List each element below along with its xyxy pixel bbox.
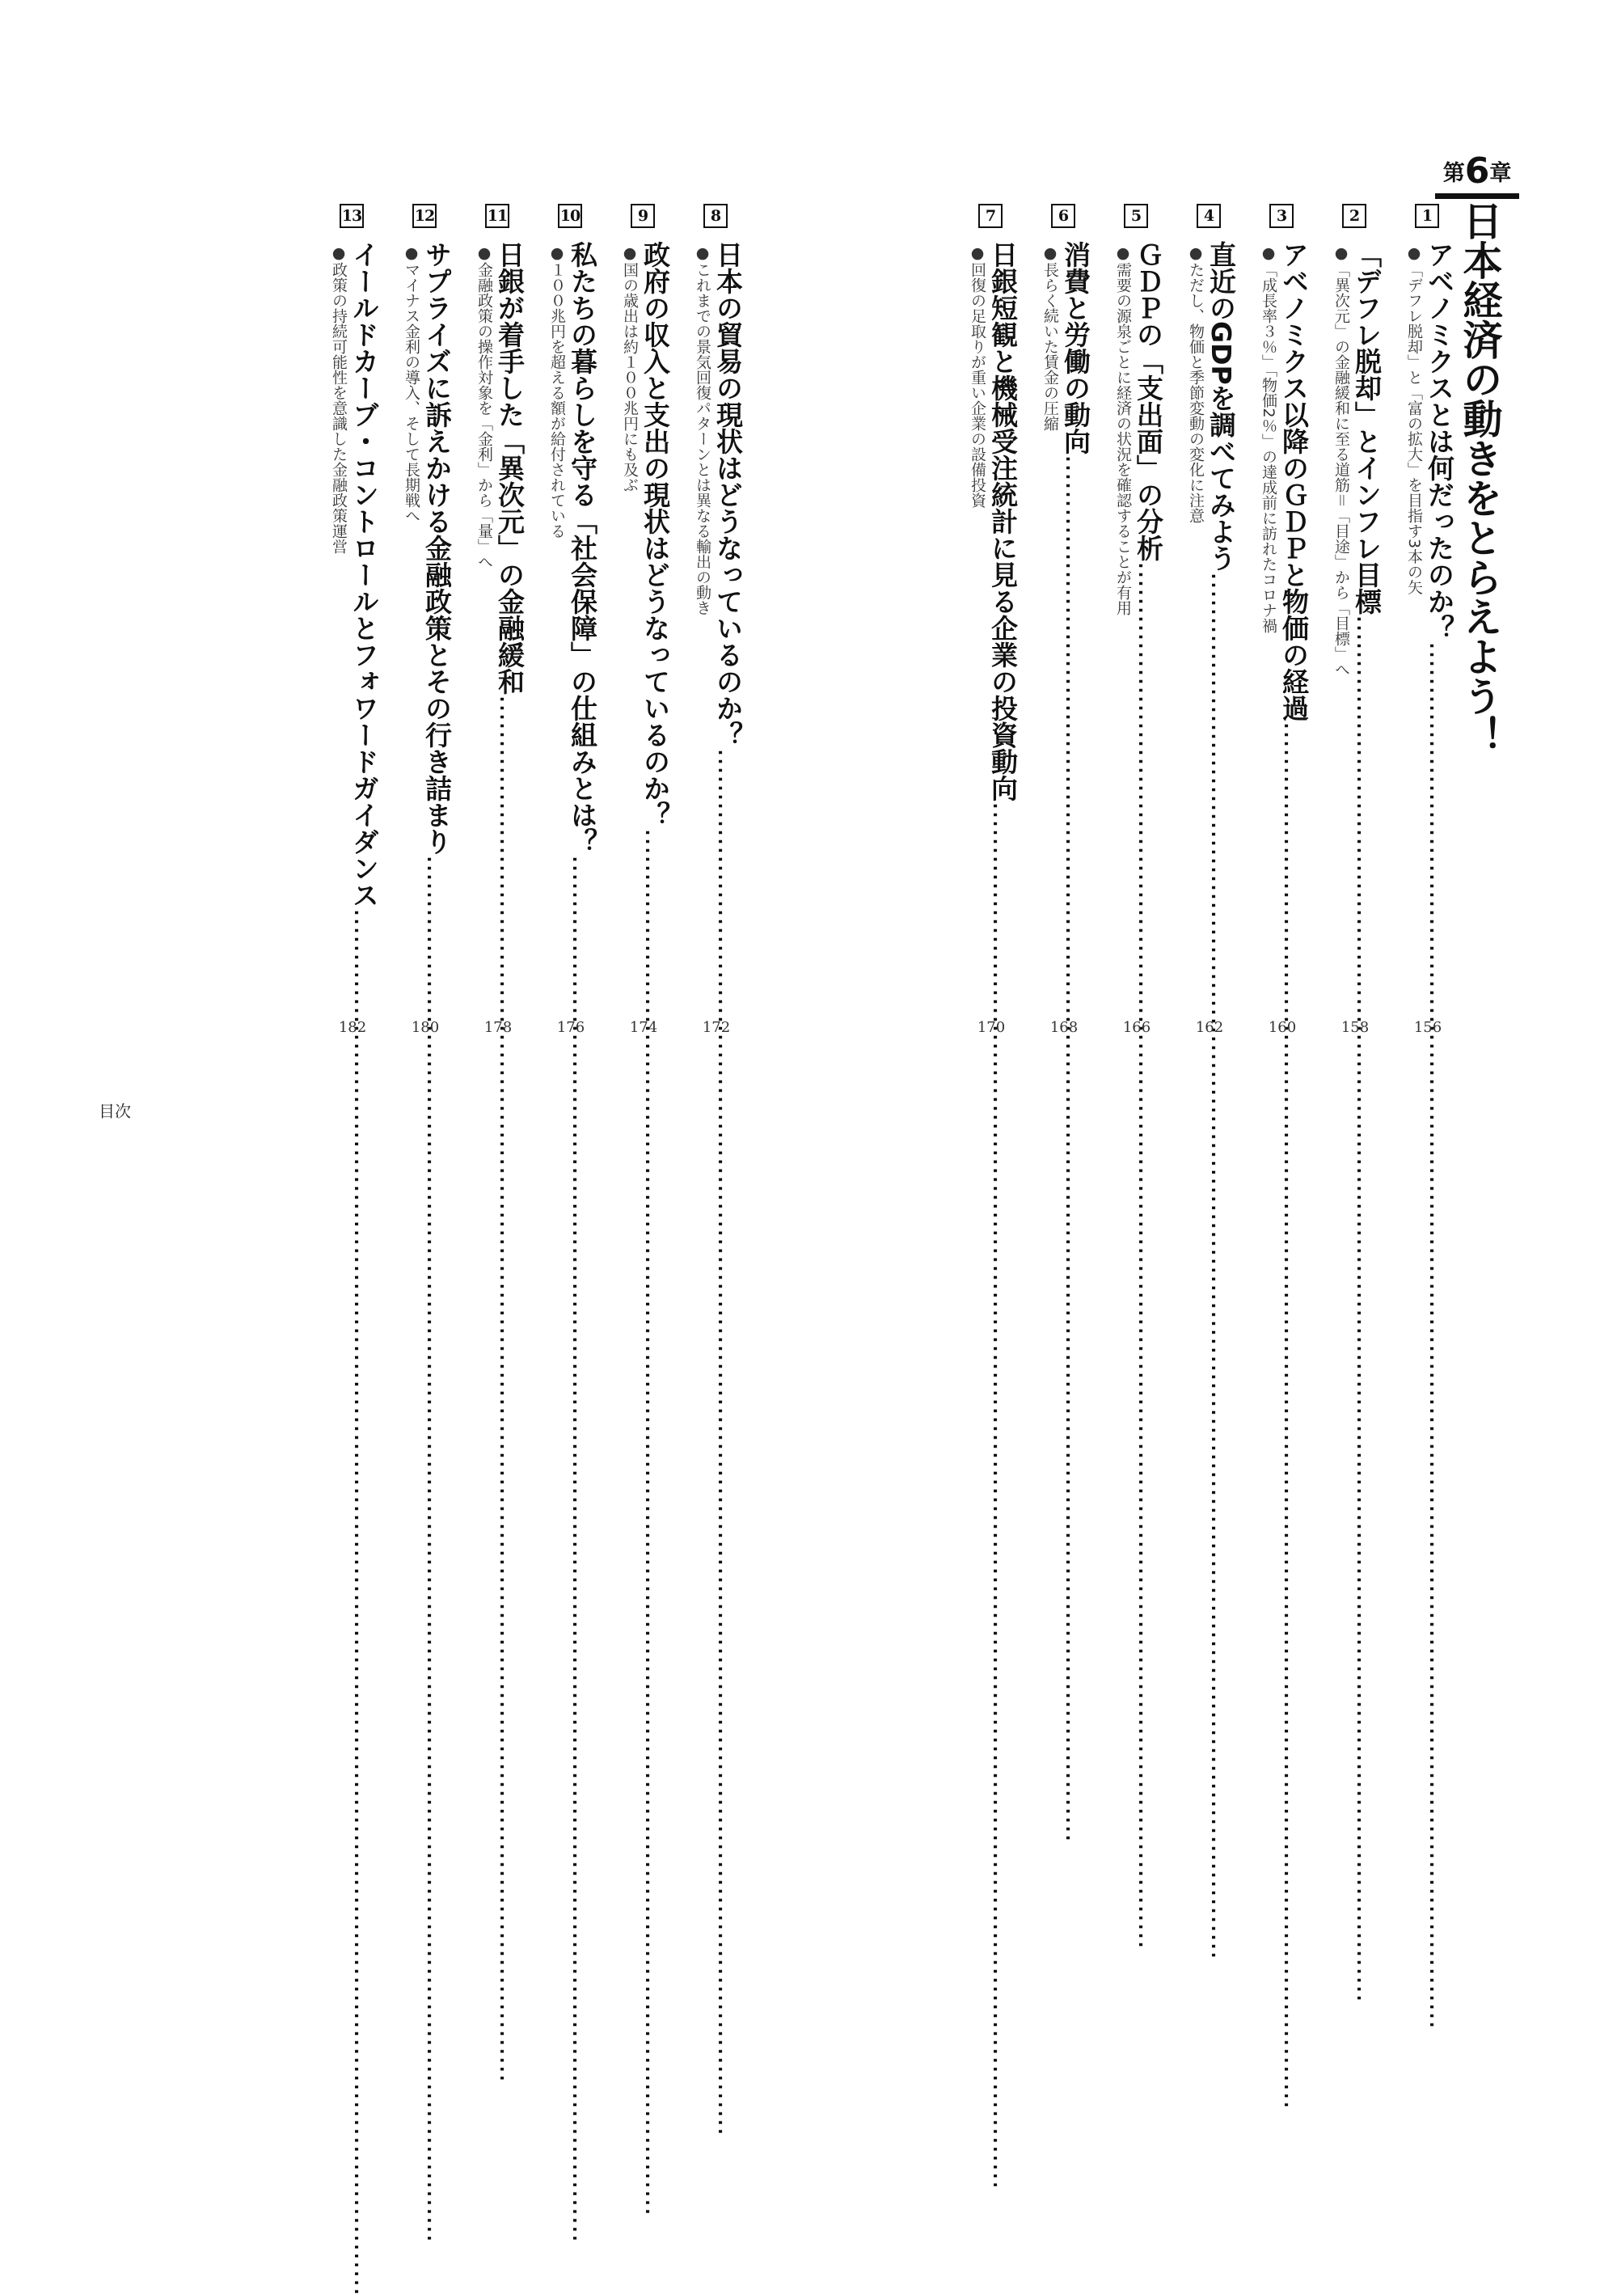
- chapter-number: 6: [1464, 150, 1490, 192]
- entry-number: 12: [412, 204, 437, 228]
- toc-entry-5[interactable]: [1114, 204, 1182, 1037]
- entry-title[interactable]: イールドカーブ・コントロールとフォワードガイダンス …………………………………………………………………………………………………………………………………………: [350, 241, 378, 1024]
- entry-number: 8: [703, 204, 728, 228]
- chapter-suffix: 章: [1489, 161, 1512, 186]
- entry-subtitle: ●「異次元」の金融緩和に至る道筋＝「目途」から「目標」へ: [1332, 244, 1350, 678]
- entry-title[interactable]: 日本の貿易の現状はどうなっているのか？ …………………………………………………………………………………………………………………………………………: [714, 241, 741, 1024]
- entry-subtitle: ●政策の持続可能性を意識した金融政策運営: [330, 244, 348, 554]
- entry-page-number: 166: [1122, 1019, 1151, 1036]
- toc-entry-2[interactable]: [1332, 204, 1400, 1037]
- toc-entry-7[interactable]: [969, 204, 1036, 1037]
- entry-number: 10: [558, 204, 582, 228]
- entry-page-number: 158: [1340, 1019, 1370, 1036]
- toc-entry-3[interactable]: [1260, 204, 1328, 1037]
- entry-title[interactable]: 日銀短観と機械受注統計に見る企業の投資動向 …………………………………………………………………………………………………………………………………………: [989, 241, 1016, 1024]
- entry-page-number: 156: [1413, 1019, 1442, 1036]
- chapter-prefix: 第: [1442, 161, 1465, 186]
- entry-title[interactable]: 政府の収入と支出の現状はどうなっているのか？ …………………………………………………………………………………………………………………………………………: [641, 241, 669, 1024]
- entry-title[interactable]: アベノミクス以降のＧＤＰと物価の経過 …………………………………………………………………………………………………………………………………………: [1280, 241, 1307, 1024]
- entry-number: 9: [631, 204, 655, 228]
- chapter-heading: [1435, 150, 1519, 199]
- entry-number: 3: [1269, 204, 1294, 228]
- toc-entry-8[interactable]: [694, 204, 762, 1037]
- entry-subtitle: ●ただし、物価と季節変動の変化に注意: [1187, 244, 1205, 523]
- entry-page-number: 176: [556, 1019, 585, 1036]
- entry-number: 13: [340, 204, 364, 228]
- entry-subtitle: ●回復の足取りが重い企業の設備投資: [969, 244, 986, 508]
- entry-title[interactable]: 直近のGDPを調べてみよう …………………………………………………………………………………………………………………………………………: [1207, 241, 1235, 1024]
- entry-page-number: 174: [629, 1019, 658, 1036]
- entry-subtitle: ●これまでの景気回復パターンとは異なる輸出の動き: [694, 244, 711, 615]
- toc-entry-11[interactable]: [475, 204, 543, 1037]
- entry-number: 7: [978, 204, 1003, 228]
- entry-title[interactable]: 「デフレ脱却」とインフレ目標 …………………………………………………………………………………………………………………………………………: [1353, 241, 1380, 1024]
- entry-number: 1: [1415, 204, 1439, 228]
- toc-entry-9[interactable]: [621, 204, 689, 1037]
- toc-entry-12[interactable]: [403, 204, 471, 1037]
- entry-number: 11: [485, 204, 509, 228]
- entry-page-number: 162: [1195, 1019, 1224, 1036]
- entry-number: 2: [1342, 204, 1366, 228]
- entry-number: 4: [1197, 204, 1221, 228]
- entry-title[interactable]: ＧＤＰの「支出面」の分析 …………………………………………………………………………………………………………………………………………: [1134, 241, 1162, 1024]
- entry-number: 6: [1051, 204, 1075, 228]
- entry-subtitle: ●マイナス金利の導入、そして長期戦へ: [403, 244, 420, 523]
- entry-subtitle: ●１００兆円を超える額が給付されている: [548, 244, 566, 539]
- entry-page-number: 180: [411, 1019, 440, 1036]
- entry-page-number: 160: [1268, 1019, 1297, 1036]
- toc-entry-4[interactable]: [1187, 204, 1255, 1037]
- entry-title[interactable]: 消費と労働の動向 …………………………………………………………………………………………………………………………………………: [1062, 241, 1089, 1024]
- entry-subtitle: ●「成長率３％」「物価2％」の達成前に訪れたコロナ禍: [1260, 244, 1277, 633]
- entry-subtitle: ●長らく続いた賃金の圧縮: [1041, 244, 1059, 431]
- entry-page-number: 172: [702, 1019, 731, 1036]
- entry-number: 5: [1124, 204, 1148, 228]
- entry-title[interactable]: 私たちの暮らしを守る「社会保障」の仕組みとは？ …………………………………………………………………………………………………………………………………………: [568, 241, 596, 1024]
- entry-page-number: 170: [977, 1019, 1006, 1036]
- entry-title[interactable]: サプライズに訴えかける金融政策とその行き詰まり …………………………………………………………………………………………………………………………………………: [423, 241, 450, 1024]
- toc-entry-13[interactable]: [330, 204, 398, 1037]
- toc-entry-6[interactable]: [1041, 204, 1109, 1037]
- entry-title[interactable]: アベノミクスとは何だったのか？ …………………………………………………………………………………………………………………………………………: [1425, 241, 1453, 1024]
- footer-label: 目次: [99, 1101, 131, 1121]
- entry-subtitle: ●需要の源泉ごとに経済の状況を確認することが有用: [1114, 244, 1132, 615]
- entry-page-number: 182: [338, 1019, 367, 1036]
- entry-page-number: 168: [1049, 1019, 1079, 1036]
- chapter-title: 日本経済の動きをとらえよう！: [1457, 201, 1503, 755]
- entry-page-number: 178: [483, 1019, 513, 1036]
- toc-entry-1[interactable]: [1405, 204, 1473, 1037]
- entry-subtitle: ●「デフレ脱却」と「富の拡大」を目指す3本の矢: [1405, 244, 1423, 595]
- entry-subtitle: ●金融政策の操作対象を「金利」から「量」へ: [475, 244, 493, 569]
- entry-title[interactable]: 日銀が着手した「異次元」の金融緩和 …………………………………………………………………………………………………………………………………………: [496, 241, 523, 1024]
- entry-subtitle: ●国の歳出は約１００兆円にも及ぶ: [621, 244, 639, 493]
- toc-entry-10[interactable]: [548, 204, 616, 1037]
